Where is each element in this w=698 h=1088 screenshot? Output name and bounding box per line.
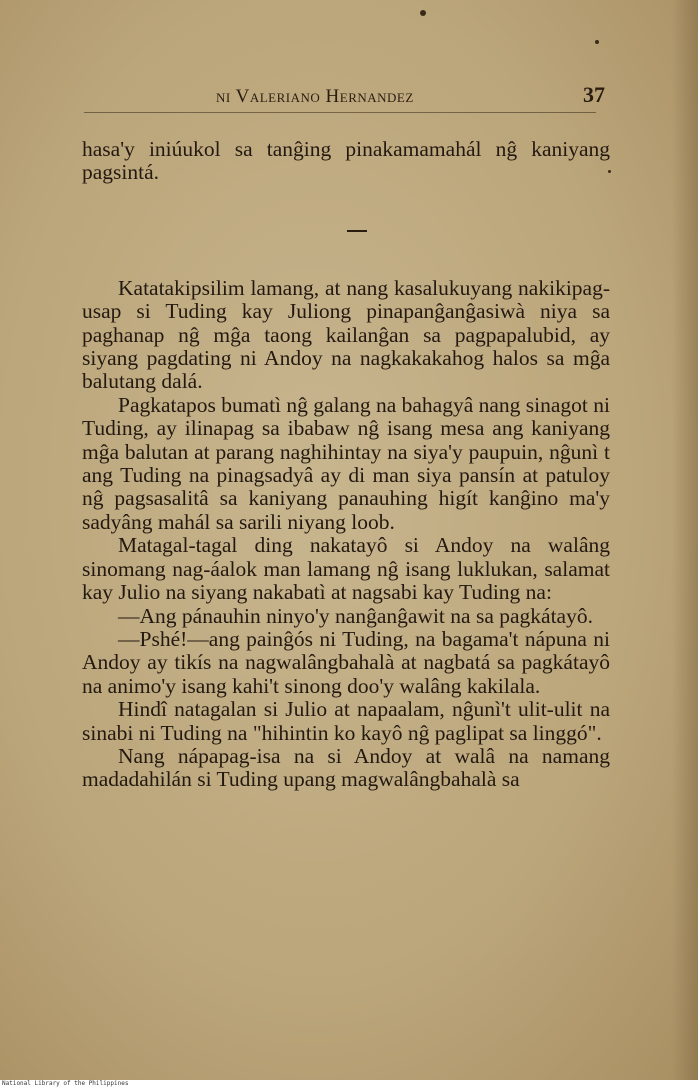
header-rule xyxy=(84,112,596,113)
paragraph: —Ang pánauhin ninyo'y nanĝanĝawit na sa pagkátayô. xyxy=(118,603,593,628)
body-text xyxy=(82,138,610,792)
page-edge-shadow xyxy=(672,0,698,1080)
paragraph: Nang nápapag-isa na si Andoy at walâ na namang madadahilán si Tuding upang magwalângbahalà sa xyxy=(82,743,610,792)
paragraph: Pagkatapos bumatì nĝ galang na bahagyâ nang sinagot ni Tuding, ay ilinapag sa ibabaw nĝ isang mesa ang kaniyang mĝa balutan at parang naghihintay na siya'y paupuin, nĝunì t ang Tuding na pinagsadyâ ay di man siya pansín at patuloy nĝ pagsasalitâ sa kaniyang panauhing higít kanĝino ma'y sadyâng mahál sa sarili niyang loob. xyxy=(82,392,610,534)
ink-speck xyxy=(595,40,599,44)
library-credit: National Library of the Philippines xyxy=(2,1080,129,1087)
paragraph: Hindî natagalan si Julio at napaalam, nĝunì't ulit-ulit na sinabi ni Tuding na "hihintin ko kayô nĝ paglipat sa linggó". xyxy=(82,697,610,745)
ink-speck xyxy=(420,10,426,16)
paragraph: Katatakipsilim lamang, at nang kasalukuyang nakikipag-usap si Tuding kay Juliong pinapanĝanĝasiwà niya sa paghanap nĝ mĝa taong kailanĝan sa pagpapalubid, ay siyang pagdating ni Andoy na nagkakakahog halos sa mĝa balutang dalá. xyxy=(82,275,610,394)
paragraph: Matagal-tagal ding nakatayô si Andoy na walâng sinomang nag-áalok man lamang nĝ isang luklukan, salamat kay Julio na siyang nakabatì at nagsabi kay Tuding na: xyxy=(82,533,610,605)
running-title: ni Valeriano Hernandez xyxy=(216,86,414,107)
paragraph: —Pshé!—ang painĝós ni Tuding, na bagama't nápuna ni Andoy ay tikís na nagwalângbahalà at nagbatá sa pagkátayô na animo'y isang kahi't sinong doo'y walâng kakilala. xyxy=(82,626,610,698)
page-number: 37 xyxy=(583,82,605,107)
paragraph: hasa'y iniúukol sa tanĝing pinakamamahál nĝ kaniyang pagsintá. xyxy=(82,137,610,185)
